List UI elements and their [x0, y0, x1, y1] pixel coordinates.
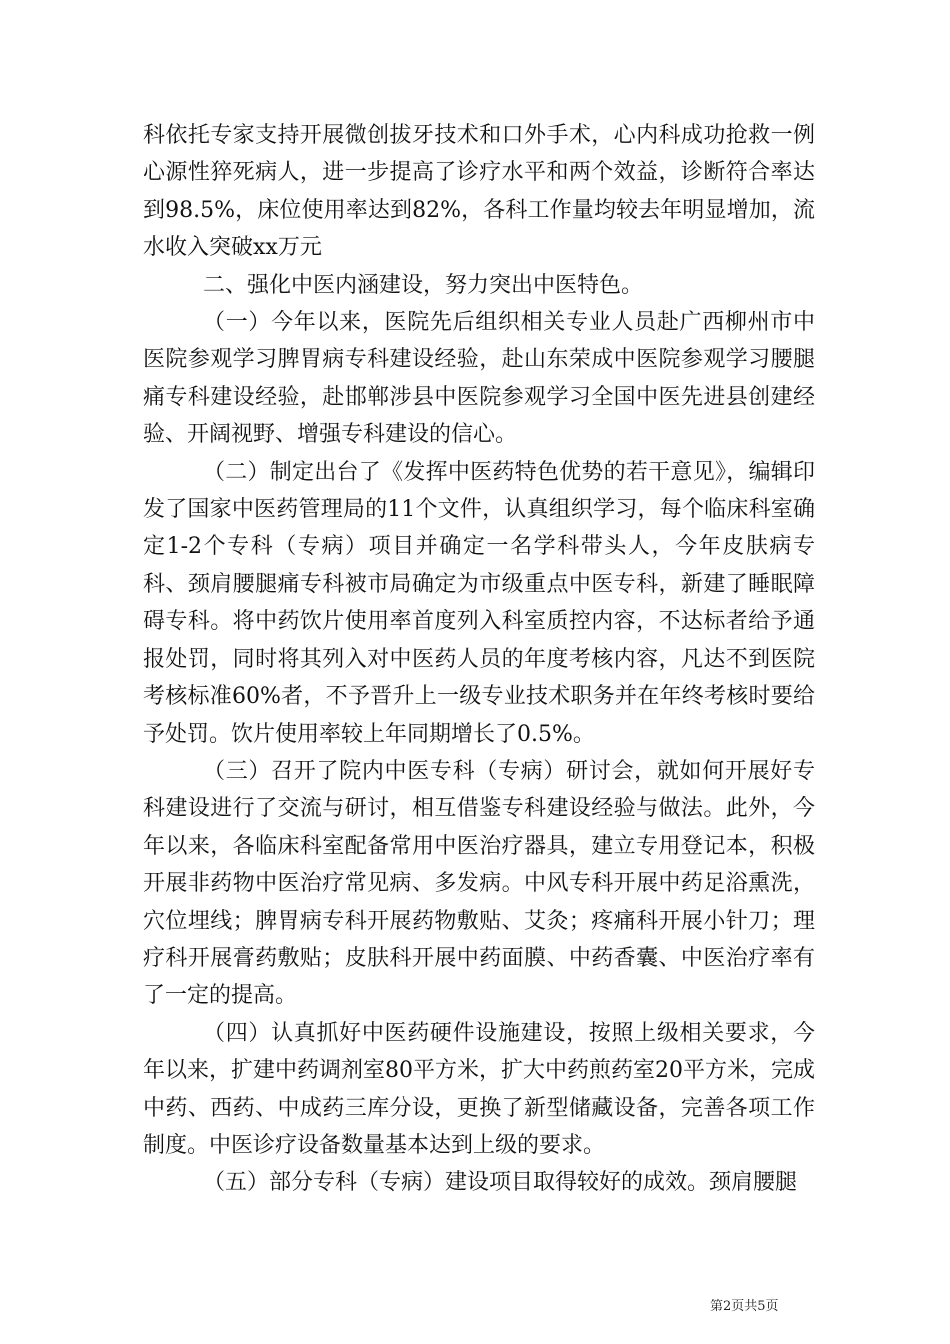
page-number: 第2页共5页 [710, 1299, 779, 1314]
document-body [143, 117, 815, 1202]
paragraph-item-5: （五）部分专科（专病）建设项目取得较好的成效。颈肩腰腿 [203, 1170, 798, 1196]
paragraph-item-4: （四）认真抓好中医药硬件设施建设，按照上级相关要求，今年以来，扩建中药调剂室80平方米，扩大中药煎药室20平方米，完成中药、西药、中成药三库分设，更换了新型储藏设备，完善各项工作制度。中医诊疗设备数量基本达到上级的要求。 [143, 1020, 815, 1158]
paragraph-item-2: （二）制定出台了《发挥中医药特色优势的若干意见》，编辑印发了国家中医药管理局的11个文件，认真组织学习，每个临床科室确定1-2个专科（专病）项目并确定一名学科带头人，今年皮肤病专科、颈肩腰腿痛专科被市局确定为市级重点中医专科，新建了睡眠障碍专科。将中药饮片使用率首度列入科室质控内容，不达标者给予通报处罚，同时将其列入对中医药人员的年度考核内容，凡达不到医院考核标准60%者，不予晋升上一级专业技术职务并在年终考核时要给予处罚。饮片使用率较上年同期增长了0.5%。 [143, 459, 815, 747]
paragraph-continued: 科依托专家支持开展微创拔牙技术和口外手术，心内科成功抢救一例心源性猝死病人，进一步提高了诊疗水平和两个效益，诊断符合率达到98.5%，床位使用率达到82%，各科工作量均较去年明显增加，流水收入突破xx万元 [143, 123, 815, 261]
paragraph-item-3: （三）召开了院内中医专科（专病）研讨会，就如何开展好专科建设进行了交流与研讨，相互借鉴专科建设经验与做法。此外，今年以来，各临床科室配备常用中医治疗器具，建立专用登记本，积极开展非药物中医治疗常见病、多发病。中风专科开展中药足浴熏洗，穴位埋线；脾胃病专科开展药物敷贴、艾灸；疼痛科开展小针刀；理疗科开展膏药敷贴；皮肤科开展中药面膜、中药香囊、中医治疗率有了一定的提高。 [143, 758, 815, 1009]
paragraph-item-1: （一）今年以来，医院先后组织相关专业人员赴广西柳州市中医院参观学习脾胃病专科建设经验，赴山东荣成中医院参观学习腰腿痛专科建设经验，赴邯郸涉县中医院参观学习全国中医先进县创建经验、开阔视野、增强专科建设的信心。 [143, 310, 815, 448]
section-heading: 二、强化中医内涵建设，努力突出中医特色。 [203, 272, 644, 298]
